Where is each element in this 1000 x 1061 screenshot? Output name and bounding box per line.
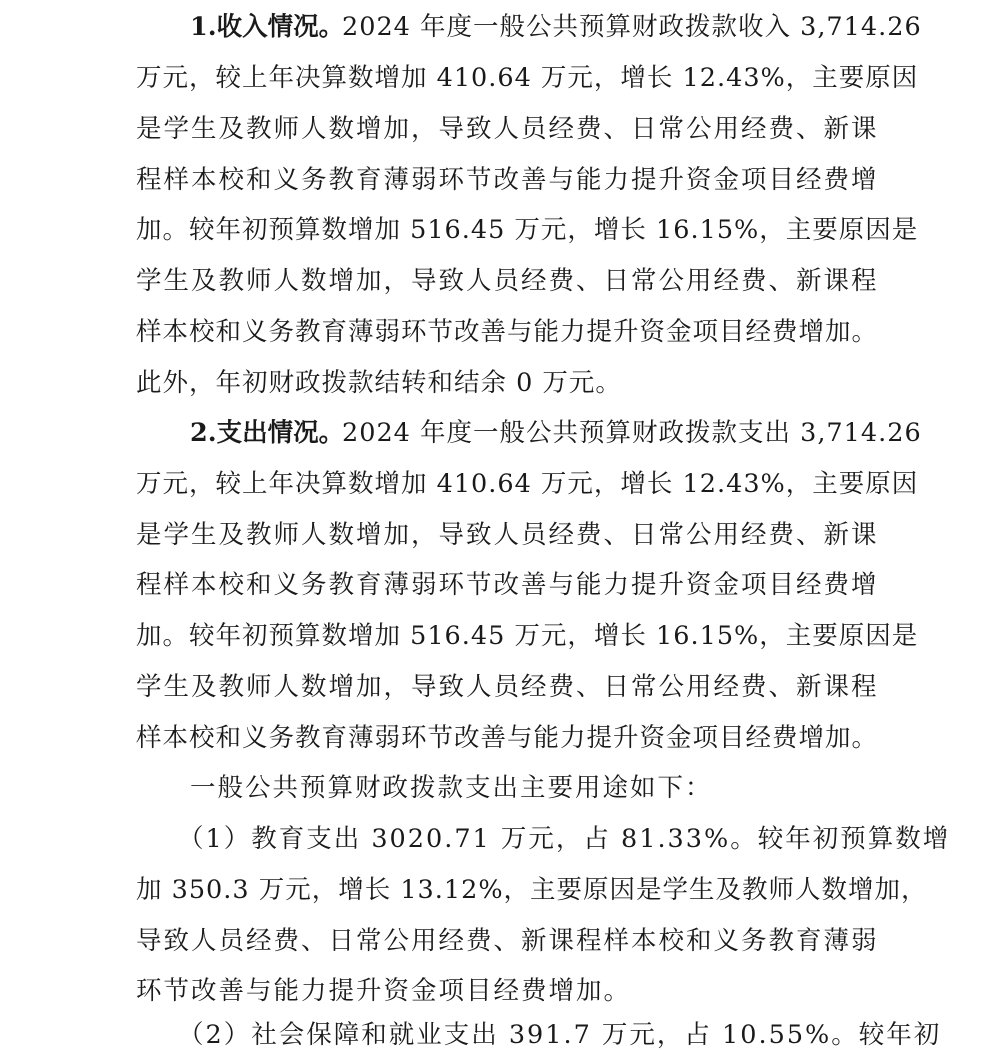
section-1-line-7 [0,307,1000,358]
usage-intro-text: 一般公共预算财政拨款支出主要用途如下： [190,773,713,803]
section-1-line-5 [0,205,1000,256]
section-1-text: 2024 年度一般公共预算财政拨款收入 3,714.26 [342,12,922,42]
section-2-line-2 [0,459,1000,510]
section-2-text: 样本校和义务教育薄弱环节改善与能力提升资金项目经费增加。 [136,723,879,753]
usage-intro-line [0,763,1000,814]
section-1-text: 此外，年初财政拨款结转和结余 0 万元。 [136,368,622,398]
section-2-line-5 [0,611,1000,662]
item-2-line-1 [0,1010,1000,1061]
section-1-line-3 [0,104,1000,155]
section-2-text: 2024 年度一般公共预算财政拨款支出 3,714.26 [342,418,922,448]
item-1-line-3 [0,916,1000,967]
item-2-text: （2）社会保障和就业支出 391.7 万元，占 10.55%。较年初 [178,1020,942,1050]
section-2-heading: 2.支出情况。 [190,418,345,448]
section-1-line-1 [0,2,1000,53]
section-1-text: 程样本校和义务教育薄弱环节改善与能力提升资金项目经费增 [136,165,879,195]
section-2-text: 是学生及教师人数增加，导致人员经费、日常公用经费、新课 [136,520,879,550]
item-1-text: 环节改善与能力提升资金项目经费增加。 [136,976,632,1006]
section-1-text: 是学生及教师人数增加，导致人员经费、日常公用经费、新课 [136,114,879,144]
section-1-heading: 1.收入情况。 [190,12,345,42]
section-1-line-8 [0,358,1000,409]
section-2-text: 加。较年初预算数增加 516.45 万元，增长 16.15%，主要原因是 [136,621,919,651]
item-1-text: （1）教育支出 3020.71 万元，占 81.33%。较年初预算数增 [178,824,951,854]
item-1-line-2 [0,865,1000,916]
section-1-line-2 [0,53,1000,104]
section-1-line-6 [0,256,1000,307]
item-1-line-4 [0,966,1000,1017]
section-1-text: 万元，较上年决算数增加 410.64 万元，增长 12.43%，主要原因 [136,63,919,93]
item-1-text: 加 350.3 万元，增长 13.12%，主要原因是学生及教师人数增加， [136,875,928,905]
section-2-line-6 [0,662,1000,713]
item-1-text: 导致人员经费、日常公用经费、新课程样本校和义务教育薄弱 [136,926,879,956]
section-2-line-1 [0,408,1000,459]
item-1-line-1 [0,814,1000,865]
section-2-text: 万元，较上年决算数增加 410.64 万元，增长 12.43%，主要原因 [136,469,919,499]
section-1-text: 加。较年初预算数增加 516.45 万元，增长 16.15%，主要原因是 [136,215,919,245]
section-2-line-3 [0,510,1000,561]
section-2-line-7 [0,713,1000,764]
section-1-text: 学生及教师人数增加，导致人员经费、日常公用经费、新课程 [136,266,879,296]
section-1-line-4 [0,155,1000,206]
section-2-text: 程样本校和义务教育薄弱环节改善与能力提升资金项目经费增 [136,570,879,600]
section-2-text: 学生及教师人数增加，导致人员经费、日常公用经费、新课程 [136,672,879,702]
section-1-text: 样本校和义务教育薄弱环节改善与能力提升资金项目经费增加。 [136,317,879,347]
section-2-line-4 [0,560,1000,611]
